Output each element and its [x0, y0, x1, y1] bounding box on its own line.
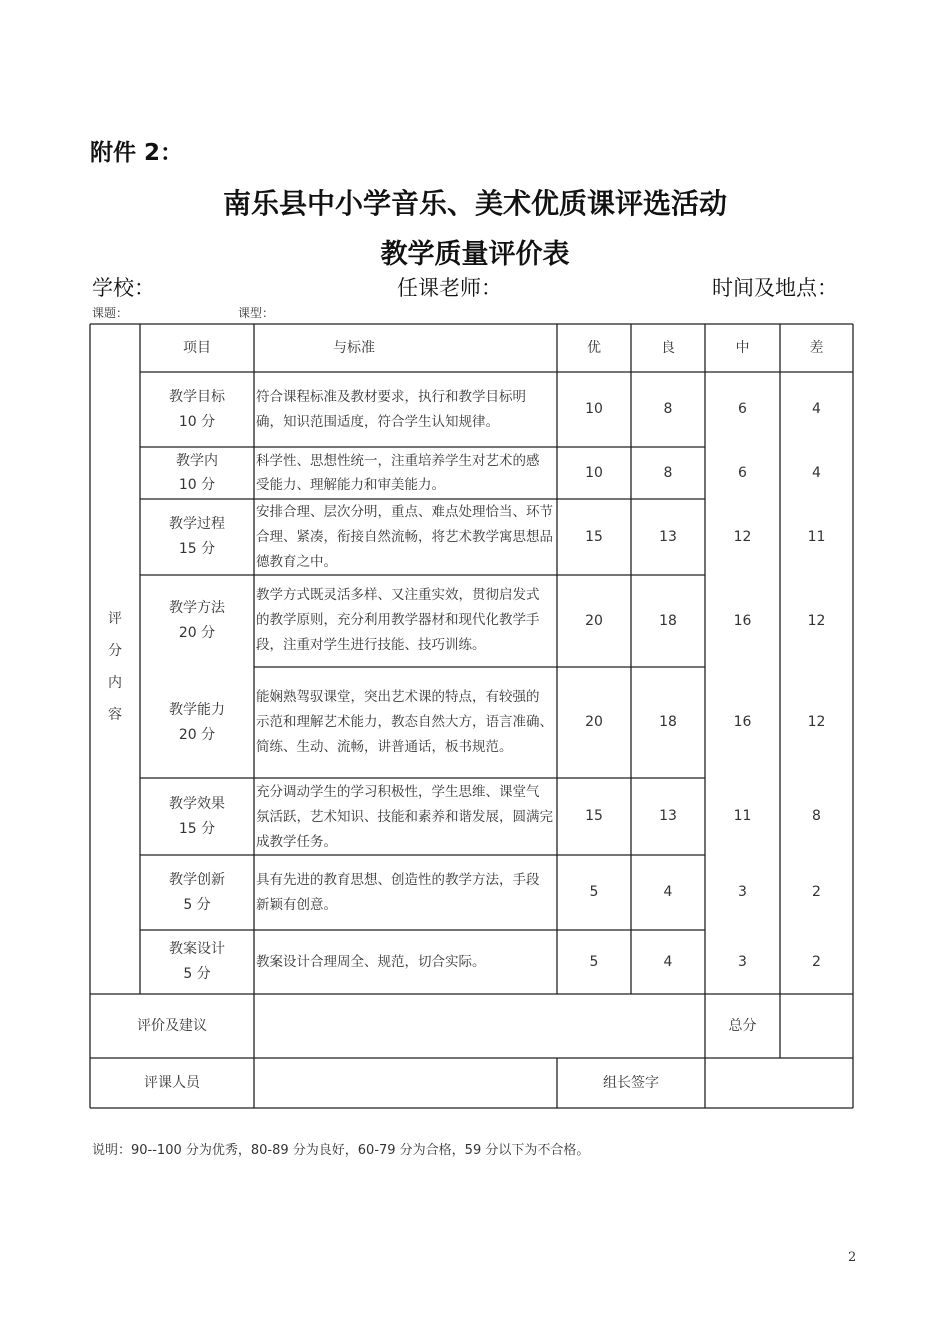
item-score: 10 分: [178, 477, 216, 493]
score-poor: 2: [812, 884, 821, 900]
score-poor: 4: [812, 401, 821, 417]
category-char: 内: [108, 675, 122, 691]
score-poor: 4: [812, 464, 821, 481]
score-medium: 6: [738, 401, 747, 417]
score-medium: 3: [738, 884, 747, 900]
category-char: 容: [108, 707, 122, 723]
score-good: 8: [663, 401, 673, 417]
leader-signature-field[interactable]: [705, 1058, 853, 1108]
score-medium: 16: [733, 612, 752, 629]
item-standard: [256, 780, 556, 855]
category-char: 评: [108, 611, 122, 627]
standard-line: 具有先进的教育思想、创造性的教学方法，手段: [256, 872, 540, 888]
score-excellent: 20: [585, 714, 603, 730]
standard-line: 确，知识范围适度，符合学生认知规律。: [256, 414, 499, 430]
scoring-content-category: [90, 603, 140, 731]
teacher-label: 任课老师：: [397, 276, 502, 300]
table-row-item: [140, 499, 254, 575]
score-poor: 11: [807, 528, 826, 545]
standard-line: 成教学任务。: [256, 834, 337, 850]
score-medium: 6: [738, 464, 747, 481]
standard-line: 能娴熟驾驭课堂，突出艺术课的特点，有较强的: [256, 689, 540, 705]
score-excellent: 10: [585, 401, 603, 417]
item-name: 教学创新: [169, 871, 225, 888]
standard-line: 简练、生动、流畅，讲普通话，板书规范。: [256, 739, 513, 755]
item-name: 教案设计: [169, 941, 225, 957]
score-excellent: 5: [589, 953, 599, 970]
item-standard: [256, 449, 556, 497]
standard-line: 新颖有创意。: [256, 897, 337, 913]
topic-label: 课题：: [92, 306, 129, 320]
item-score: 15 分: [178, 541, 216, 557]
table-row-item: [140, 575, 254, 667]
standard-line: 教学方式既灵活多样、又注重实效，贯彻启发式: [256, 587, 540, 603]
standard-line: 合理、紧凑，衔接自然流畅，将艺术教学寓思想品: [256, 529, 553, 545]
item-score: 20 分: [178, 726, 216, 743]
score-medium: 12: [733, 528, 752, 545]
item-standard: [256, 868, 556, 918]
standard-line: 符合课程标准及教材要求，执行和教学目标明: [256, 389, 526, 405]
page-number: 2: [848, 1250, 857, 1265]
item-score: 15 分: [178, 820, 216, 837]
total-score-field[interactable]: [780, 994, 853, 1058]
score-good: 13: [659, 528, 677, 545]
header-item: 项目: [183, 339, 211, 356]
evaluation-label: 评价及建议: [137, 1017, 207, 1034]
table-row-item: [140, 447, 254, 499]
item-standard: [256, 685, 556, 760]
table-row-item: [140, 372, 254, 447]
score-excellent: 10: [585, 464, 603, 481]
table-row-item: [140, 667, 254, 778]
item-standard: [256, 385, 556, 435]
document-title: 南乐县中小学音乐、美术优质课评选活动: [222, 187, 727, 220]
standard-line: 科学性、思想性统一，注重培养学生对艺术的感: [256, 453, 540, 469]
score-good: 4: [663, 884, 673, 900]
standard-line: 教案设计合理周全、规范，切合实际。: [256, 954, 486, 970]
standard-line: 受能力、理解能力和审美能力。: [256, 477, 445, 493]
table-row-item: [140, 930, 254, 994]
evaluation-input[interactable]: [254, 994, 705, 1058]
item-name: 教学效果: [169, 795, 225, 812]
item-standard: [256, 500, 556, 575]
score-good: 4: [663, 953, 673, 970]
standard-line: 充分调动学生的学习积极性，学生思维、课堂气: [256, 784, 540, 800]
header-excellent: 优: [587, 339, 601, 356]
grading-note: 说明：90--100 分为优秀，80-89 分为良好，60-79 分为合格，59 分以下为不合格。: [92, 1143, 590, 1158]
item-standard: [256, 950, 556, 975]
score-poor: 8: [812, 808, 821, 824]
score-excellent: 20: [585, 612, 603, 629]
school-label: 学校：: [92, 276, 155, 300]
score-poor: 12: [807, 612, 826, 629]
header-poor: 差: [809, 339, 824, 356]
header-good: 良: [661, 339, 675, 356]
header-standard: 与标准: [333, 339, 375, 356]
item-name: 教学过程: [169, 516, 225, 532]
score-good: 8: [663, 464, 673, 481]
standard-line: 氛活跃，艺术知识、技能和素养和谐发展，圆满完: [256, 809, 553, 825]
document-subtitle: 教学质量评价表: [380, 239, 570, 270]
reviewer-field[interactable]: [254, 1058, 557, 1108]
leader-signature-label: 组长签字: [603, 1074, 659, 1091]
item-name: 教学方法: [169, 600, 225, 616]
score-poor: 2: [812, 953, 821, 970]
item-standard: [256, 583, 556, 658]
header-medium: 中: [735, 339, 750, 356]
reviewer-label: 评课人员: [144, 1074, 200, 1091]
score-medium: 16: [733, 714, 752, 730]
lesson-type-label: 课型：: [238, 306, 275, 320]
item-name: 教学目标: [169, 388, 225, 405]
time-place-label: 时间及地点：: [712, 276, 838, 300]
table-row-item: [140, 778, 254, 855]
score-medium: 11: [733, 808, 752, 824]
score-medium: 3: [738, 953, 747, 970]
total-score-label: 总分: [728, 1017, 757, 1034]
item-score: 10 分: [178, 413, 216, 430]
score-good: 13: [659, 808, 677, 824]
attachment-label: 附件 2：: [90, 140, 184, 166]
item-score: 20 分: [178, 625, 216, 641]
standard-line: 段，注重对学生进行技能、技巧训练。: [256, 637, 486, 653]
table-row-item: [140, 855, 254, 930]
item-score: 5 分: [183, 966, 211, 982]
category-char: 分: [108, 643, 122, 659]
standard-line: 安排合理、层次分明，重点、难点处理恰当、环节: [256, 504, 553, 520]
score-excellent: 15: [585, 528, 603, 545]
item-name: 教学能力: [169, 701, 225, 718]
score-excellent: 5: [589, 884, 599, 900]
standard-line: 示范和理解艺术能力，教态自然大方，语言准确、: [256, 714, 553, 730]
standard-line: 德教育之中。: [256, 554, 337, 570]
item-name: 教学内: [176, 453, 218, 469]
score-excellent: 15: [585, 808, 603, 824]
standard-line: 的教学原则，充分利用教学器材和现代化教学手: [256, 612, 540, 628]
score-poor: 12: [807, 714, 826, 730]
score-good: 18: [659, 612, 677, 629]
score-good: 18: [659, 714, 677, 730]
item-score: 5 分: [183, 896, 211, 913]
